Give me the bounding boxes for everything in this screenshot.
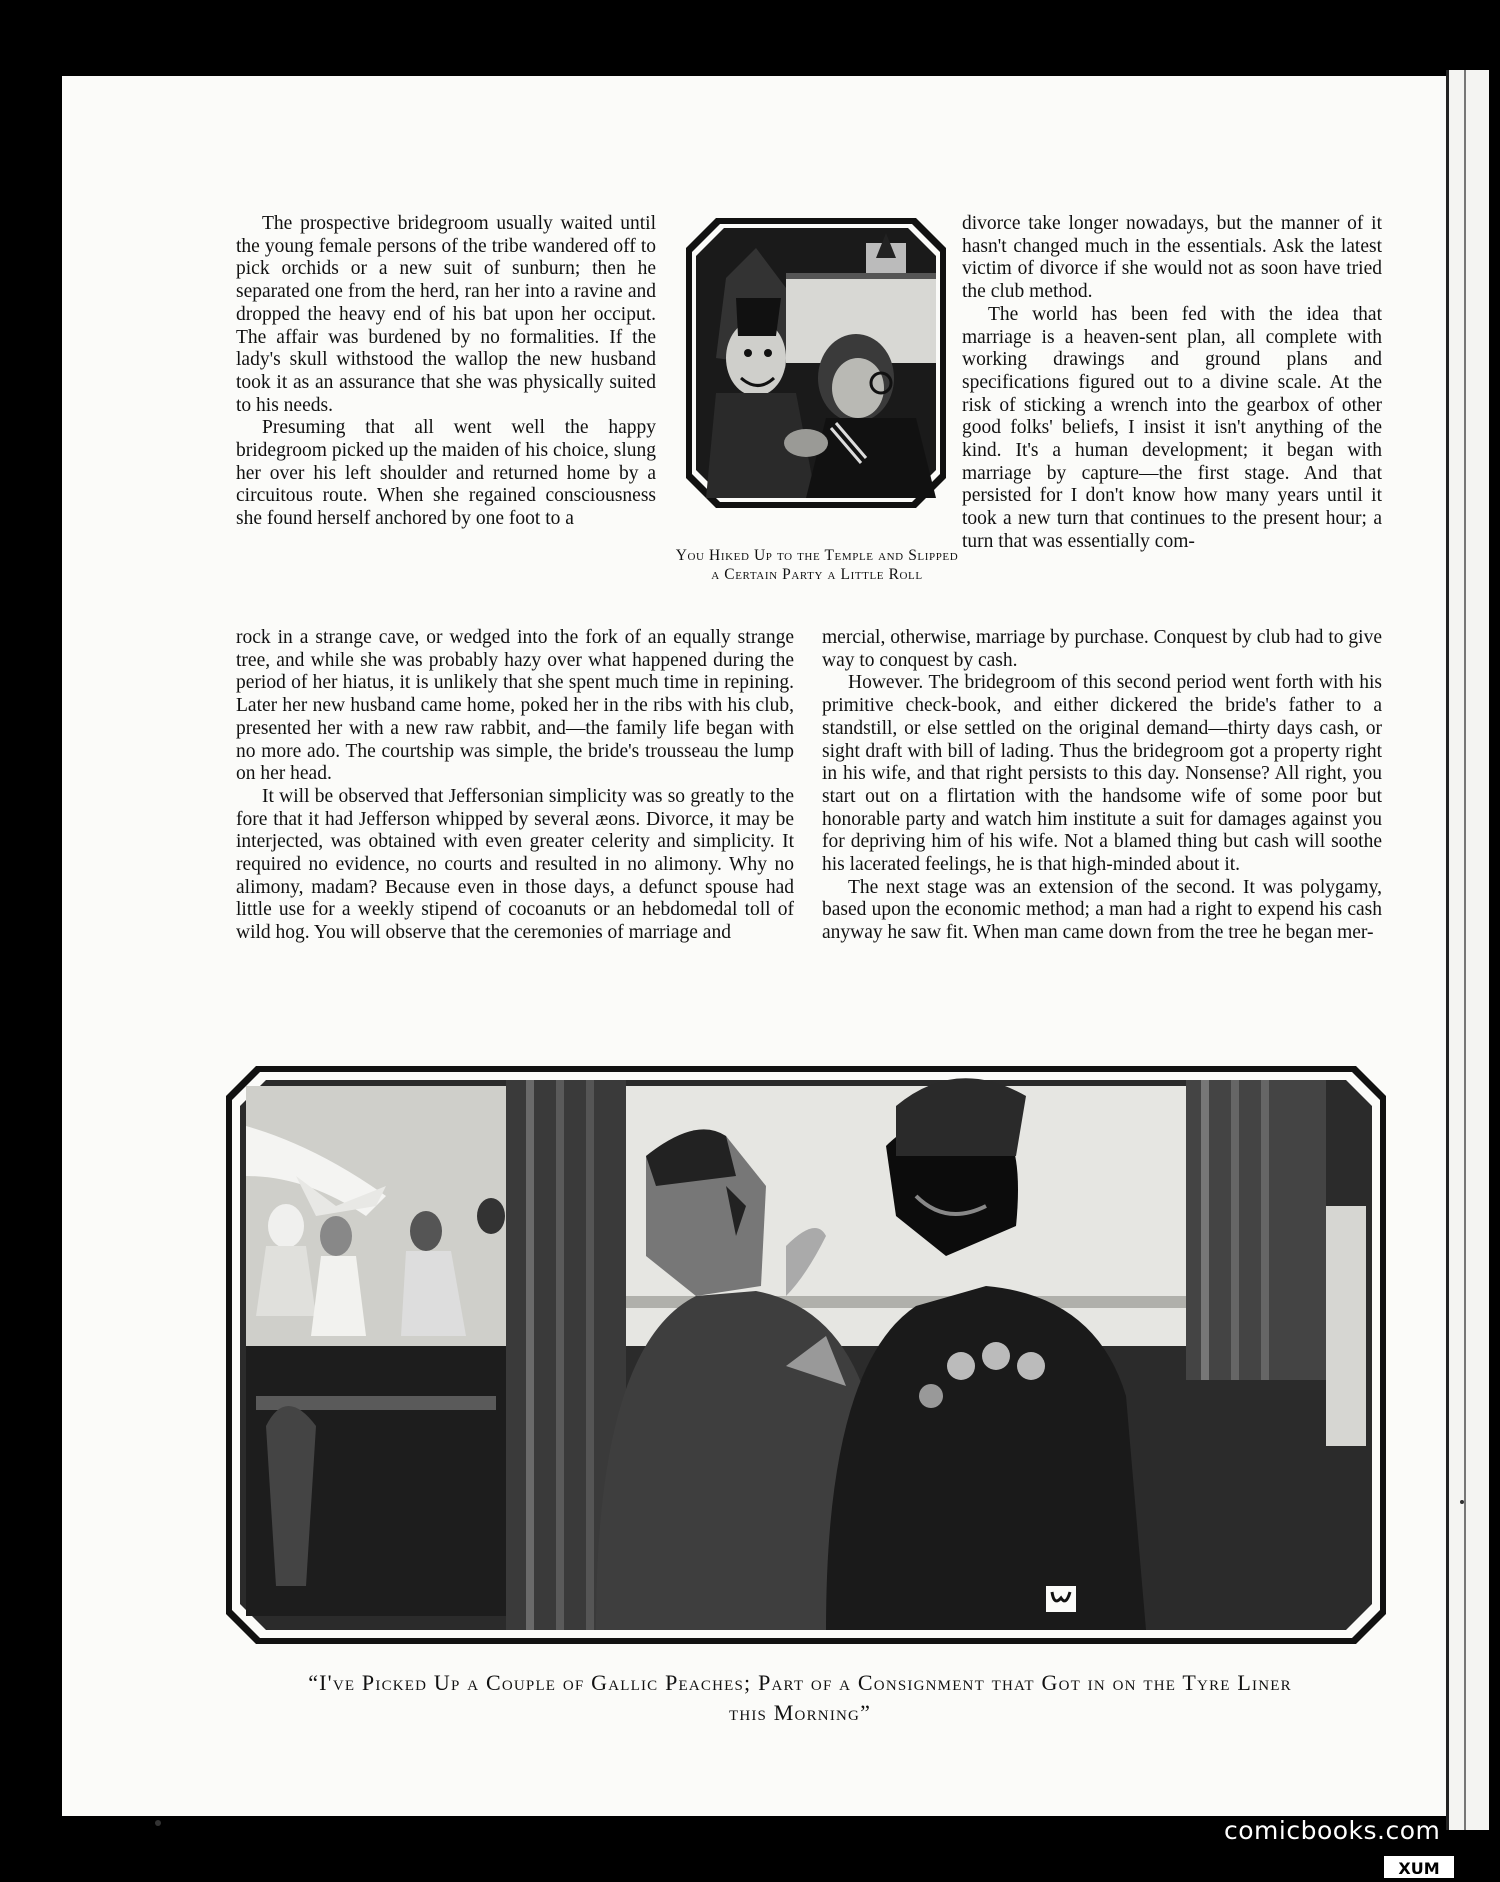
paragraph: The prospective bridegroom usually waited until the young female persons of the tribe wandered off to pick orchids or a new suit of sunburn; then he separated one from the herd, ran her into a ravine and dropped the heavy end of his bat upon her occiput. The affair was burdened by no formalities. If the lady's skull withstood the wallop the new husband took it as an assurance that she was physically suited to his needs. xyxy=(236,213,656,416)
paragraph: divorce take longer nowadays, but the manner of it hasn't changed much in the essentials. Ask the latest victim of divorce if she would not as soon have tried the club method. xyxy=(962,213,1382,303)
small-illustration-caption: You Hiked Up to the Temple and Slipped a Certain Party a Little Roll xyxy=(675,547,959,583)
dust-speck xyxy=(1460,1500,1464,1504)
column-right-top xyxy=(962,213,1382,554)
market-illustration xyxy=(226,1066,1386,1644)
dust-speck xyxy=(155,1820,161,1826)
paragraph: It will be observed that Jeffersonian simplicity was so greatly to the fore that it had Jefferson whipped by several æons. Divorce, it may be interjected, was obtained with even greater celerity and simplicity. It required no evidence, no courts and resulted in no alimony. Why no alimony, madam? Because even in those days, a defunct spouse had little use for a weekly stipend of cocoanuts or an hebdomedal toll of wild hog. You will observe that the ceremonies of marriage and xyxy=(236,785,794,944)
paragraph: Presuming that all went well the happy bridegroom picked up the maiden of his choice, slung her over his left shoulder and returned home by a circuitous route. When she regained consciousness she found herself anchored by one foot to a xyxy=(236,417,656,530)
paragraph: However. The bridegroom of this second period went forth with his primitive check-book, and either dickered the bride's father to a standstill, or else settled on the original demand—thirty days cash, or sight draft with bill of lading. Thus the bridegroom got a property right in his wife, and that right persists to this day. Nonsense? All right, you start out on a flirtation with the handsome wife of some poor but honorable party and watch him institute a suit for damages against you for depriving him of his wife. Not a blamed thing but cash will soothe his lacerated feelings, he is that high-minded about it. xyxy=(822,672,1382,876)
big-illustration-caption: “I've Picked Up a Couple of Gallic Peaches; Part of a Consignment that Got in on the Tyre Liner this Morning” xyxy=(308,1670,1292,1725)
watermark: comicbooks.com xyxy=(1224,1816,1441,1845)
paragraph: The world has been fed with the idea that marriage is a heaven-sent plan, all complete with working drawings and ground plans and specifications figured out to a divine scale. At the risk of sticking a wrench into the gearbox of other good folks' beliefs, I insist it isn't anything of the kind. It's a human development; it began with marriage by capture—the first stage. And that persisted for I don't know how many years until it took a new turn that continues to the present hour; a turn that was essentially com- xyxy=(962,303,1382,552)
column-left-bottom xyxy=(236,627,794,945)
paragraph: mercial, otherwise, marriage by purchase. Conquest by club had to give way to conquest by cash. xyxy=(822,627,1382,671)
column-right-bottom xyxy=(822,627,1382,945)
page-gutter xyxy=(1446,70,1489,1830)
corner-tag: XUM xyxy=(1384,1856,1454,1878)
paragraph: The next stage was an extension of the second. It was polygamy, based upon the economic method; a man had a right to expend his cash anyway he saw fit. When man came down from the tree he began mer- xyxy=(822,876,1382,944)
column-left-top xyxy=(236,213,656,531)
temple-illustration xyxy=(686,218,946,508)
paragraph: rock in a strange cave, or wedged into the fork of an equally strange tree, and while she was probably hazy over what happened during the period of her hiatus, it is unlikely that she spent much time in repining. Later her new husband came home, poked her in the ribs with his club, presented her with a new raw rabbit, and—the family life began with no more ado. The courtship was simple, the bride's trousseau the lump on her head. xyxy=(236,627,794,785)
gutter-line xyxy=(1464,70,1466,1830)
